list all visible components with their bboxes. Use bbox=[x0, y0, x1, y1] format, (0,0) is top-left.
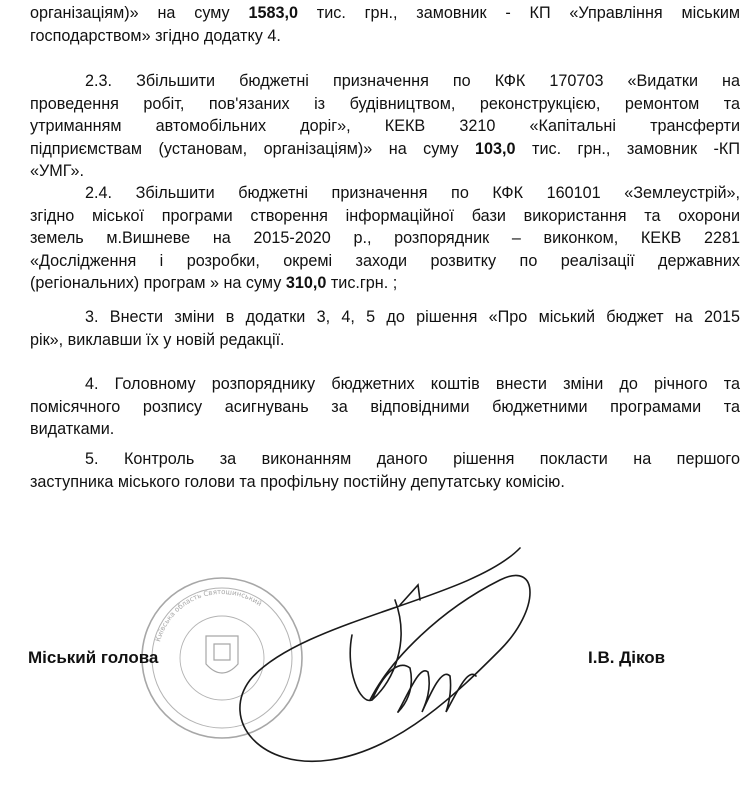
text-line: господарством» згідно додатку 4. bbox=[30, 26, 281, 45]
text-line: 2.3. Збільшити бюджетні призначення по КФК 170703 «Видатки на bbox=[85, 72, 740, 90]
amount-value: 1583,0 bbox=[248, 4, 298, 22]
text-line: підприємствам (установам, організаціям)» на суму 103,0 тис. грн., замовник -КП bbox=[30, 139, 740, 158]
text-line: організаціям)» на суму 1583,0 тис. грн., замовник - КП «Управління міським bbox=[30, 4, 740, 22]
text-line: «УМГ». bbox=[30, 162, 84, 180]
text-line: утриманням автомобільних доріг», КЕКВ 3210 «Капітальні трансферти bbox=[30, 117, 740, 135]
text-line: заступника міського голови та профільну постійну депутатську комісію. bbox=[30, 472, 565, 491]
text-line: видатками. bbox=[30, 420, 115, 438]
text-line: рік», виклавши їх у новій редакції. bbox=[30, 330, 285, 349]
amount-value: 103,0 bbox=[475, 139, 516, 158]
text-line: земель м.Вишневе на 2015-2020 р., розпорядник – виконком, КЕКВ 2281 bbox=[30, 229, 740, 247]
mayor-title: Міський голова bbox=[28, 648, 159, 667]
text-line: (регіональних) програм » на суму 310,0 тис.грн. ; bbox=[30, 274, 398, 292]
text-line: помісячного розпису асигнувань за відповідними бюджетними програмами та bbox=[30, 397, 740, 416]
stamp-arc-text: Київська область Святошинський bbox=[154, 587, 264, 643]
text-line: 2.4. Збільшити бюджетні призначення по КФК 160101 «Землеустрій», bbox=[85, 184, 740, 202]
text-line: згідно міської програми створення інформаційної бази використання та охорони bbox=[30, 206, 740, 225]
amount-value: 310,0 bbox=[285, 274, 327, 292]
text-line: 3. Внести зміни в додатки 3, 4, 5 до рішення «Про міський бюджет на 2015 bbox=[85, 308, 740, 326]
text-line: 4. Головному розпоряднику бюджетних коштів внести зміни до річного та bbox=[85, 375, 740, 393]
text-line: проведення робіт, пов'язаних із будівництвом, реконструкцією, ремонтом та bbox=[30, 94, 740, 113]
text-line: 5. Контроль за виконанням даного рішення покласти на першого bbox=[85, 450, 740, 468]
mayor-name: І.В. Діков bbox=[588, 648, 666, 667]
text-line: «Дослідження і розробки, окремі заходи розвитку по реалізації державних bbox=[30, 251, 740, 270]
official-stamp bbox=[142, 578, 302, 738]
handwritten-signature bbox=[240, 548, 530, 761]
coat-of-arms-icon bbox=[206, 636, 238, 673]
